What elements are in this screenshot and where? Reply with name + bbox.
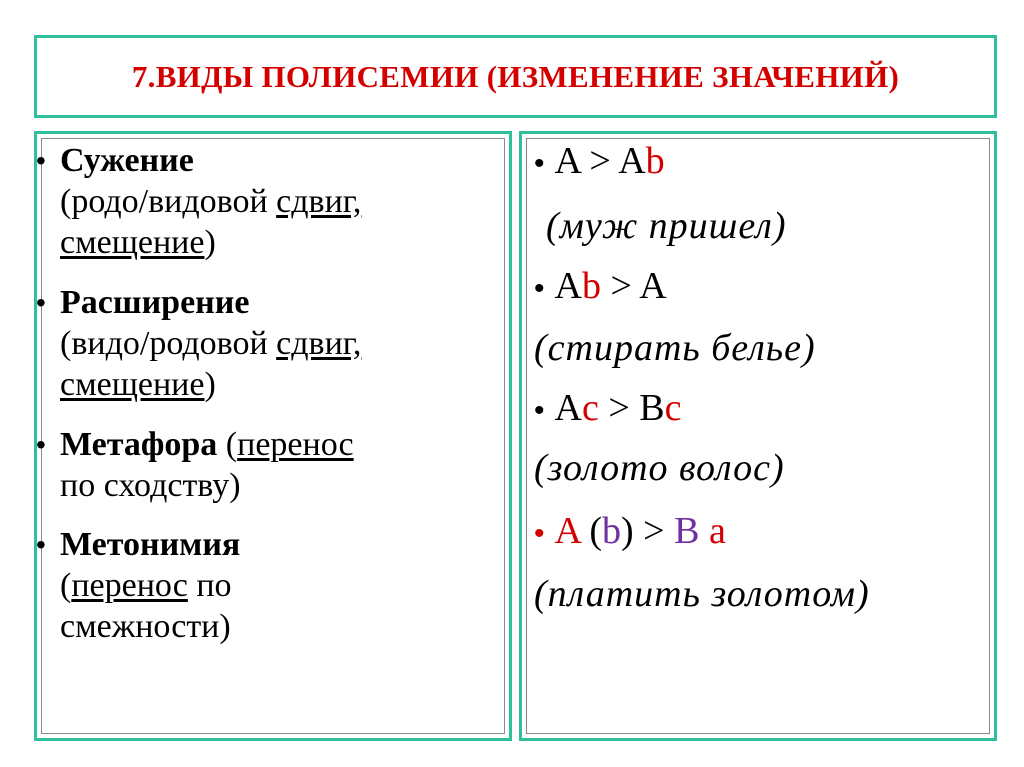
formula-part: A	[554, 265, 582, 307]
formula-part-purple: B	[674, 510, 700, 552]
term-desc-underlined: смещение	[60, 366, 205, 403]
formula-part-red: c	[581, 387, 599, 429]
term-desc: по сходству)	[60, 467, 241, 504]
formula-part-red: A	[554, 510, 580, 552]
formula-part-red: b	[581, 265, 601, 307]
formula-part: > A	[600, 265, 667, 307]
example-metonymy: (платить золотом)	[534, 573, 870, 615]
formula-part-purple: b	[602, 510, 622, 552]
term-desc-underlined: сдвиг,	[276, 325, 362, 362]
formula-part-red: b	[645, 140, 665, 182]
formula-metonymy	[534, 509, 726, 556]
term-desc: (	[60, 567, 72, 604]
formula-expansion	[534, 264, 667, 311]
formula-part-red: c	[664, 387, 682, 429]
term-desc-underlined: сдвиг,	[276, 183, 362, 220]
term-desc: по	[187, 567, 232, 604]
term-desc: (видо/родовой	[60, 325, 277, 362]
list-item-metaphor	[36, 424, 480, 506]
example-expansion: (стирать белье)	[534, 327, 816, 369]
term-desc: )	[204, 224, 216, 261]
term-desc: (	[217, 426, 238, 463]
bullet-icon: •	[534, 517, 545, 550]
bullet-icon: •	[534, 394, 545, 427]
formula-part: A	[554, 387, 582, 429]
bullet-icon: •	[36, 429, 46, 460]
slide-title: 7.ВИДЫ ПОЛИСЕМИИ (ИЗМЕНЕНИЕ ЗНАЧЕНИЙ)	[131, 58, 900, 94]
example-narrowing: (муж пришел)	[546, 205, 787, 247]
list-item-narrowing	[36, 140, 480, 263]
formula-part: A > A	[554, 140, 646, 182]
bullet-icon: •	[36, 145, 46, 176]
term-desc: )	[204, 366, 216, 403]
formula-part-red: a	[699, 510, 726, 552]
term-desc-underlined: перенос	[237, 426, 354, 463]
bullet-icon: •	[534, 272, 545, 305]
bullet-icon: •	[36, 287, 46, 318]
formula-part: ) >	[621, 510, 675, 552]
term-label: Расширение	[60, 284, 250, 321]
title-box	[34, 35, 997, 118]
term-desc: смежности)	[60, 608, 231, 645]
formula-narrowing	[534, 139, 665, 186]
example-metaphor: (золото волос)	[534, 447, 785, 489]
list-item-expansion	[36, 282, 480, 405]
term-label: Метонимия	[60, 526, 241, 563]
bullet-icon: •	[36, 529, 46, 560]
term-desc-underlined: перенос	[71, 567, 188, 604]
term-desc: (родо/видовой	[60, 183, 277, 220]
formula-part: (	[579, 510, 603, 552]
formula-part: > B	[598, 387, 665, 429]
formula-metaphor	[534, 386, 682, 433]
bullet-icon: •	[534, 147, 545, 180]
list-item-metonymy	[36, 524, 480, 647]
term-label: Сужение	[60, 142, 194, 179]
term-label: Метафора	[60, 426, 218, 463]
term-desc-underlined: смещение	[60, 224, 205, 261]
